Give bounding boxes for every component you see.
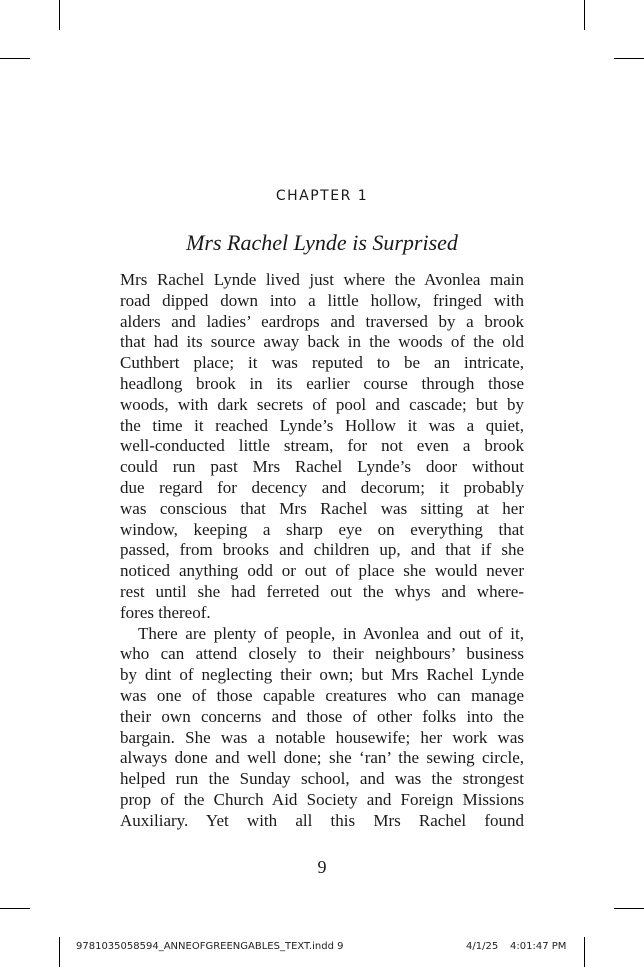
text-line: always done and well done; she ‘ran’ the sewing circle, xyxy=(120,748,524,768)
text-line: rest until she had ferreted out the whys and where- xyxy=(120,581,524,601)
crop-mark-bottom-left xyxy=(59,937,60,967)
crop-mark-top-right xyxy=(584,0,585,30)
text-line: Auxiliary. Yet with all this Mrs Rachel found xyxy=(120,810,524,830)
text-line: passed, from brooks and children up, and that if she xyxy=(120,540,524,560)
text-line: woods, with dark secrets of pool and cascade; but by xyxy=(120,394,524,414)
text-line: There are plenty of people, in Avonlea and out of it, xyxy=(138,623,524,643)
page-number: 9 xyxy=(317,857,327,877)
text-line: fores thereof. xyxy=(120,602,211,622)
slug-filename: 9781035058594_ANNEOFGREENGABLES_TEXT.indd 9 xyxy=(76,941,344,952)
text-line: Cuthbert place; it was reputed to be an intricate, xyxy=(120,353,524,373)
chapter-heading: CHAPTER 1 xyxy=(275,188,369,204)
text-line: was conscious that Mrs Rachel was sitting at her xyxy=(120,498,524,518)
text-line: their own concerns and those of other folks into the xyxy=(120,706,524,726)
text-line: helped run the Sunday school, and was the strongest xyxy=(120,769,524,789)
crop-mark-right-top xyxy=(614,58,644,59)
crop-mark-left-top xyxy=(0,58,30,59)
body-text xyxy=(120,270,524,832)
crop-mark-left-bottom xyxy=(0,908,30,909)
chapter-title: Mrs Rachel Lynde is Surprised xyxy=(186,230,458,255)
text-line: window, keeping a sharp eye on everything that xyxy=(120,519,524,539)
text-line: could run past Mrs Rachel Lynde’s door without xyxy=(120,457,524,477)
text-line: prop of the Church Aid Society and Foreign Missions xyxy=(120,789,524,809)
text-line: noticed anything odd or out of place she would never xyxy=(120,561,524,581)
text-line: the time it reached Lynde’s Hollow it was a quiet, xyxy=(120,415,524,435)
text-line: well-conducted little stream, for not even a brook xyxy=(120,436,524,456)
text-line: that had its source away back in the woods of the old xyxy=(120,332,524,352)
text-line: was one of those capable creatures who can manage xyxy=(120,685,524,705)
crop-mark-right-bottom xyxy=(614,908,644,909)
text-line: alders and ladies’ eardrops and traversed by a brook xyxy=(120,311,524,331)
text-line: Mrs Rachel Lynde lived just where the Avonlea main xyxy=(120,270,524,289)
slug-date: 4/1/25 xyxy=(466,941,499,952)
crop-mark-bottom-right xyxy=(584,937,585,967)
crop-mark-top-left xyxy=(59,0,60,30)
slug-time: 4:01:47 PM xyxy=(510,941,567,952)
text-line: who can attend closely to their neighbours’ business xyxy=(120,644,524,664)
text-line: by dint of neglecting their own; but Mrs Rachel Lynde xyxy=(120,665,524,685)
text-line: road dipped down into a little hollow, fringed with xyxy=(120,290,524,310)
text-line: due regard for decency and decorum; it probably xyxy=(120,477,524,497)
text-line: bargain. She was a notable housewife; her work was xyxy=(120,727,524,747)
text-line: headlong brook in its earlier course through those xyxy=(120,373,524,393)
